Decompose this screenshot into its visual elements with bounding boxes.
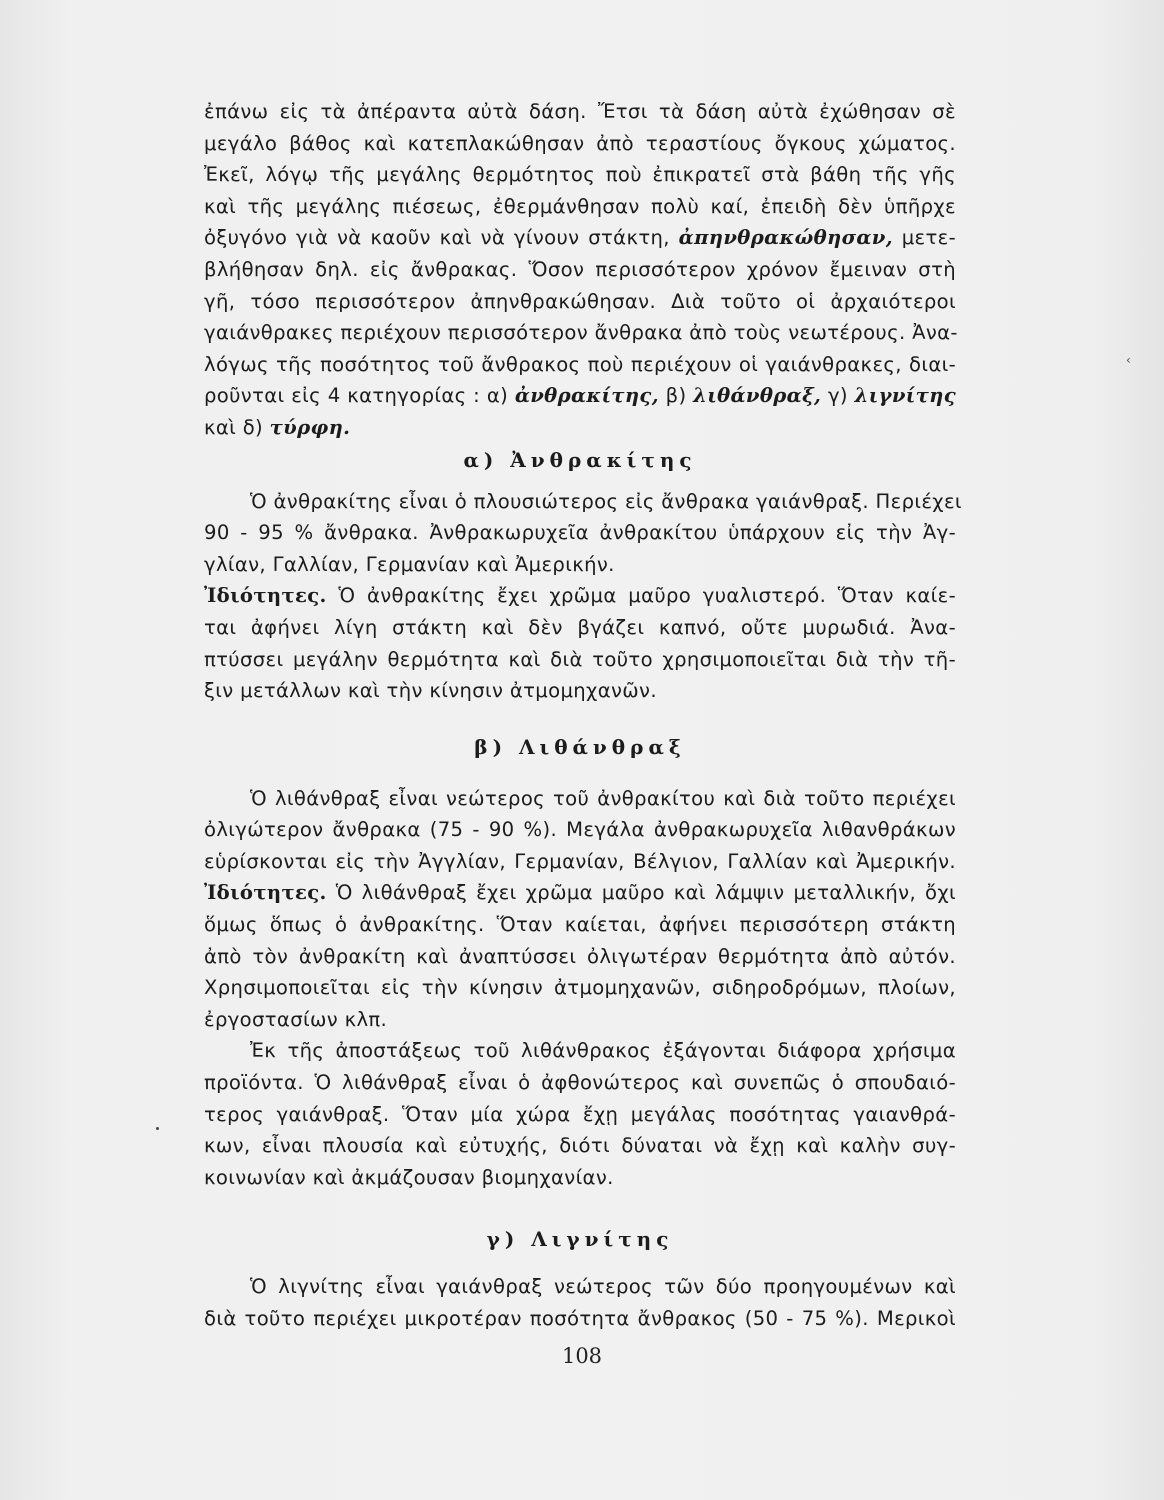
text-line: βλήθησαν δηλ. εἰς ἄνθρακας. Ὅσον περισσότερον χρόνον ἔμειναν στὴ <box>204 257 956 281</box>
section-heading-bituminous-coal: β) Λιθάνθραξ <box>474 734 686 759</box>
properties-label: Ἰδιότητες. <box>204 584 327 608</box>
text-line <box>204 222 956 254</box>
text-line: κων, εἶναι πλουσία καὶ εὐτυχής, διότι δύναται νὰ ἔχῃ καὶ καλὴν συγ- <box>204 1134 956 1158</box>
text-line <box>204 380 956 412</box>
text-line: τερος γαιάνθραξ. Ὅταν μία χώρα ἔχῃ μεγάλας ποσότητας γαιανθρά- <box>204 1102 956 1126</box>
text-run: ὀξυγόνο γιὰ νὰ καοῦν καὶ νὰ γίνουν στάκτη, <box>204 226 679 250</box>
text-line: Ὁ λιθάνθραξ εἶναι νεώτερος τοῦ ἀνθρακίτου καὶ διὰ τοῦτο περιέχει <box>250 786 956 810</box>
text-line: μεγάλο βάθος καὶ κατεπλακώθησαν ἀπὸ τεραστίους ὄγκους χώματος. <box>204 131 956 155</box>
text-run: μετε- <box>892 226 956 250</box>
section-anthracite <box>204 486 962 707</box>
text-line <box>204 877 956 909</box>
section-bituminous-coal <box>204 783 956 1194</box>
text-line: καὶ τῆς μεγάλης πιέσεως, ἐθερμάνθησαν πολὺ καί, ἐπειδὴ δὲν ὑπῆρχε <box>204 194 956 218</box>
section-lignite <box>204 1271 956 1334</box>
text-line: Ὁ ἀνθρακίτης εἶναι ὁ πλουσιώτερος εἰς ἄνθρακα γαιάνθραξ. Περιέχει <box>250 489 962 513</box>
text-line: Ὁ λιγνίτης εἶναι γαιάνθραξ νεώτερος τῶν δύο προηγουμένων καὶ <box>250 1275 956 1299</box>
text-line: ἀπὸ τὸν ἀνθρακίτη καὶ ἀναπτύσσει ὀλιγωτέραν θερμότητα ἀπὸ αὐτόν. <box>204 944 956 968</box>
text-line <box>204 580 956 612</box>
text-line: ὅμως ὅπως ὁ ἀνθρακίτης. Ὅταν καίεται, ἀφήνει περισσότερη στάκτη <box>204 913 956 937</box>
text-line: ὀλιγώτερον ἄνθρακα (75 - 90 %). Μεγάλα ἀνθρακωρυχεῖα λιθανθράκων <box>204 818 956 842</box>
text-run: καὶ δ) <box>204 415 270 439</box>
text-line: κοινωνίαν καὶ ἀκμάζουσαν βιομηχανίαν. <box>204 1165 614 1189</box>
text-line: εὑρίσκονται εἰς τὴν Ἀγγλίαν, Γερμανίαν, Βέλγιον, Γαλλίαν καὶ Ἀμερικήν. <box>204 849 956 873</box>
intro-paragraph <box>204 96 956 444</box>
text-line: προϊόντα. Ὁ λιθάνθραξ εἶναι ὁ ἀφθονώτερος καὶ συνεπῶς ὁ σπουδαιό- <box>204 1071 956 1095</box>
page-number: 108 <box>561 1344 603 1368</box>
text-line: ἐπάνω εἰς τὰ ἀπέραντα αὐτὰ δάση. Ἔτσι τὰ δάση αὐτὰ ἐχώθησαν σὲ <box>204 100 956 123</box>
text-run: γ) <box>821 384 855 408</box>
margin-mark: ‹ <box>1126 353 1131 367</box>
text-line: γῆ, τόσο περισσότερον ἀπηνθρακώθησαν. Διὰ τοῦτο οἱ ἀρχαιότεροι <box>204 289 956 313</box>
emphasis-term: τύρφη. <box>269 415 351 439</box>
section-heading-lignite: γ) Λιγνίτης <box>486 1227 674 1252</box>
text-run: Ὁ λιθάνθραξ ἔχει χρῶμα μαῦρο καὶ λάμψιν μεταλλικήν, ὄχι <box>326 881 956 905</box>
text-line: ται ἀφήνει λίγη στάκτη καὶ δὲν βγάζει καπνό, οὔτε μυρωδιά. Ἀνα- <box>204 615 956 639</box>
text-line: 90 - 95 % ἄνθρακα. Ἀνθρακωρυχεῖα ἀνθρακίτου ὑπάρχουν εἰς τὴν Ἀγ- <box>204 521 956 545</box>
text-line: Ἐκ τῆς ἀποστάξεως τοῦ λιθάνθρακος ἐξάγονται διάφορα χρήσιμα <box>250 1039 956 1063</box>
text-line: γαιάνθρακες περιέχουν περισσότερον ἄνθρακα ἀπὸ τοὺς νεωτέρους. Ἀνα- <box>204 321 958 345</box>
text-line: ξιν μετάλλων καὶ τὴν κίνησιν ἀτμομηχανῶν. <box>204 679 657 703</box>
section-heading-anthracite: α) Ἀνθρακίτης <box>463 447 697 472</box>
text-line: διὰ τοῦτο περιέχει μικροτέραν ποσότητα ἄνθρακος (50 - 75 %). Μερικοὶ <box>204 1307 956 1330</box>
text-run: Ὁ ἀνθρακίτης ἔχει χρῶμα μαῦρο γυαλιστερό. Ὅταν καίε- <box>326 584 956 608</box>
text-line <box>204 412 956 444</box>
text-line: πτύσσει μεγάλην θερμότητα καὶ διὰ τοῦτο χρησιμοποιεῖται διὰ τὴν τῆ- <box>204 647 956 671</box>
emphasis-term: ἀπηνθρακώθησαν, <box>678 226 893 250</box>
text-line: Ἐκεῖ, λόγῳ τῆς μεγάλης θερμότητος ποὺ ἐπικρατεῖ στὰ βάθη τῆς γῆς <box>204 163 956 187</box>
text-run: ροῦνται εἰς 4 κατηγορίας : α) <box>204 384 515 408</box>
page-body <box>204 96 962 1335</box>
emphasis-term: λιγνίτης <box>854 384 956 408</box>
text-line: Χρησιμοποιεῖται εἰς τὴν κίνησιν ἀτμομηχανῶν, σιδηροδρόμων, πλοίων, <box>204 976 956 1000</box>
scan-speck <box>156 1127 159 1130</box>
text-line: λόγως τῆς ποσότητος τοῦ ἄνθρακος ποὺ περιέχουν οἱ γαιάνθρακες, διαι- <box>204 352 956 376</box>
properties-label: Ἰδιότητες. <box>204 881 327 905</box>
emphasis-term: ἀνθρακίτης, <box>514 384 659 408</box>
text-run: β) <box>658 384 694 408</box>
text-line: ἐργοστασίων κλπ. <box>204 1007 388 1031</box>
emphasis-term: λιθάνθραξ, <box>693 384 822 408</box>
text-line: γλίαν, Γαλλίαν, Γερμανίαν καὶ Ἀμερικήν. <box>204 552 615 576</box>
